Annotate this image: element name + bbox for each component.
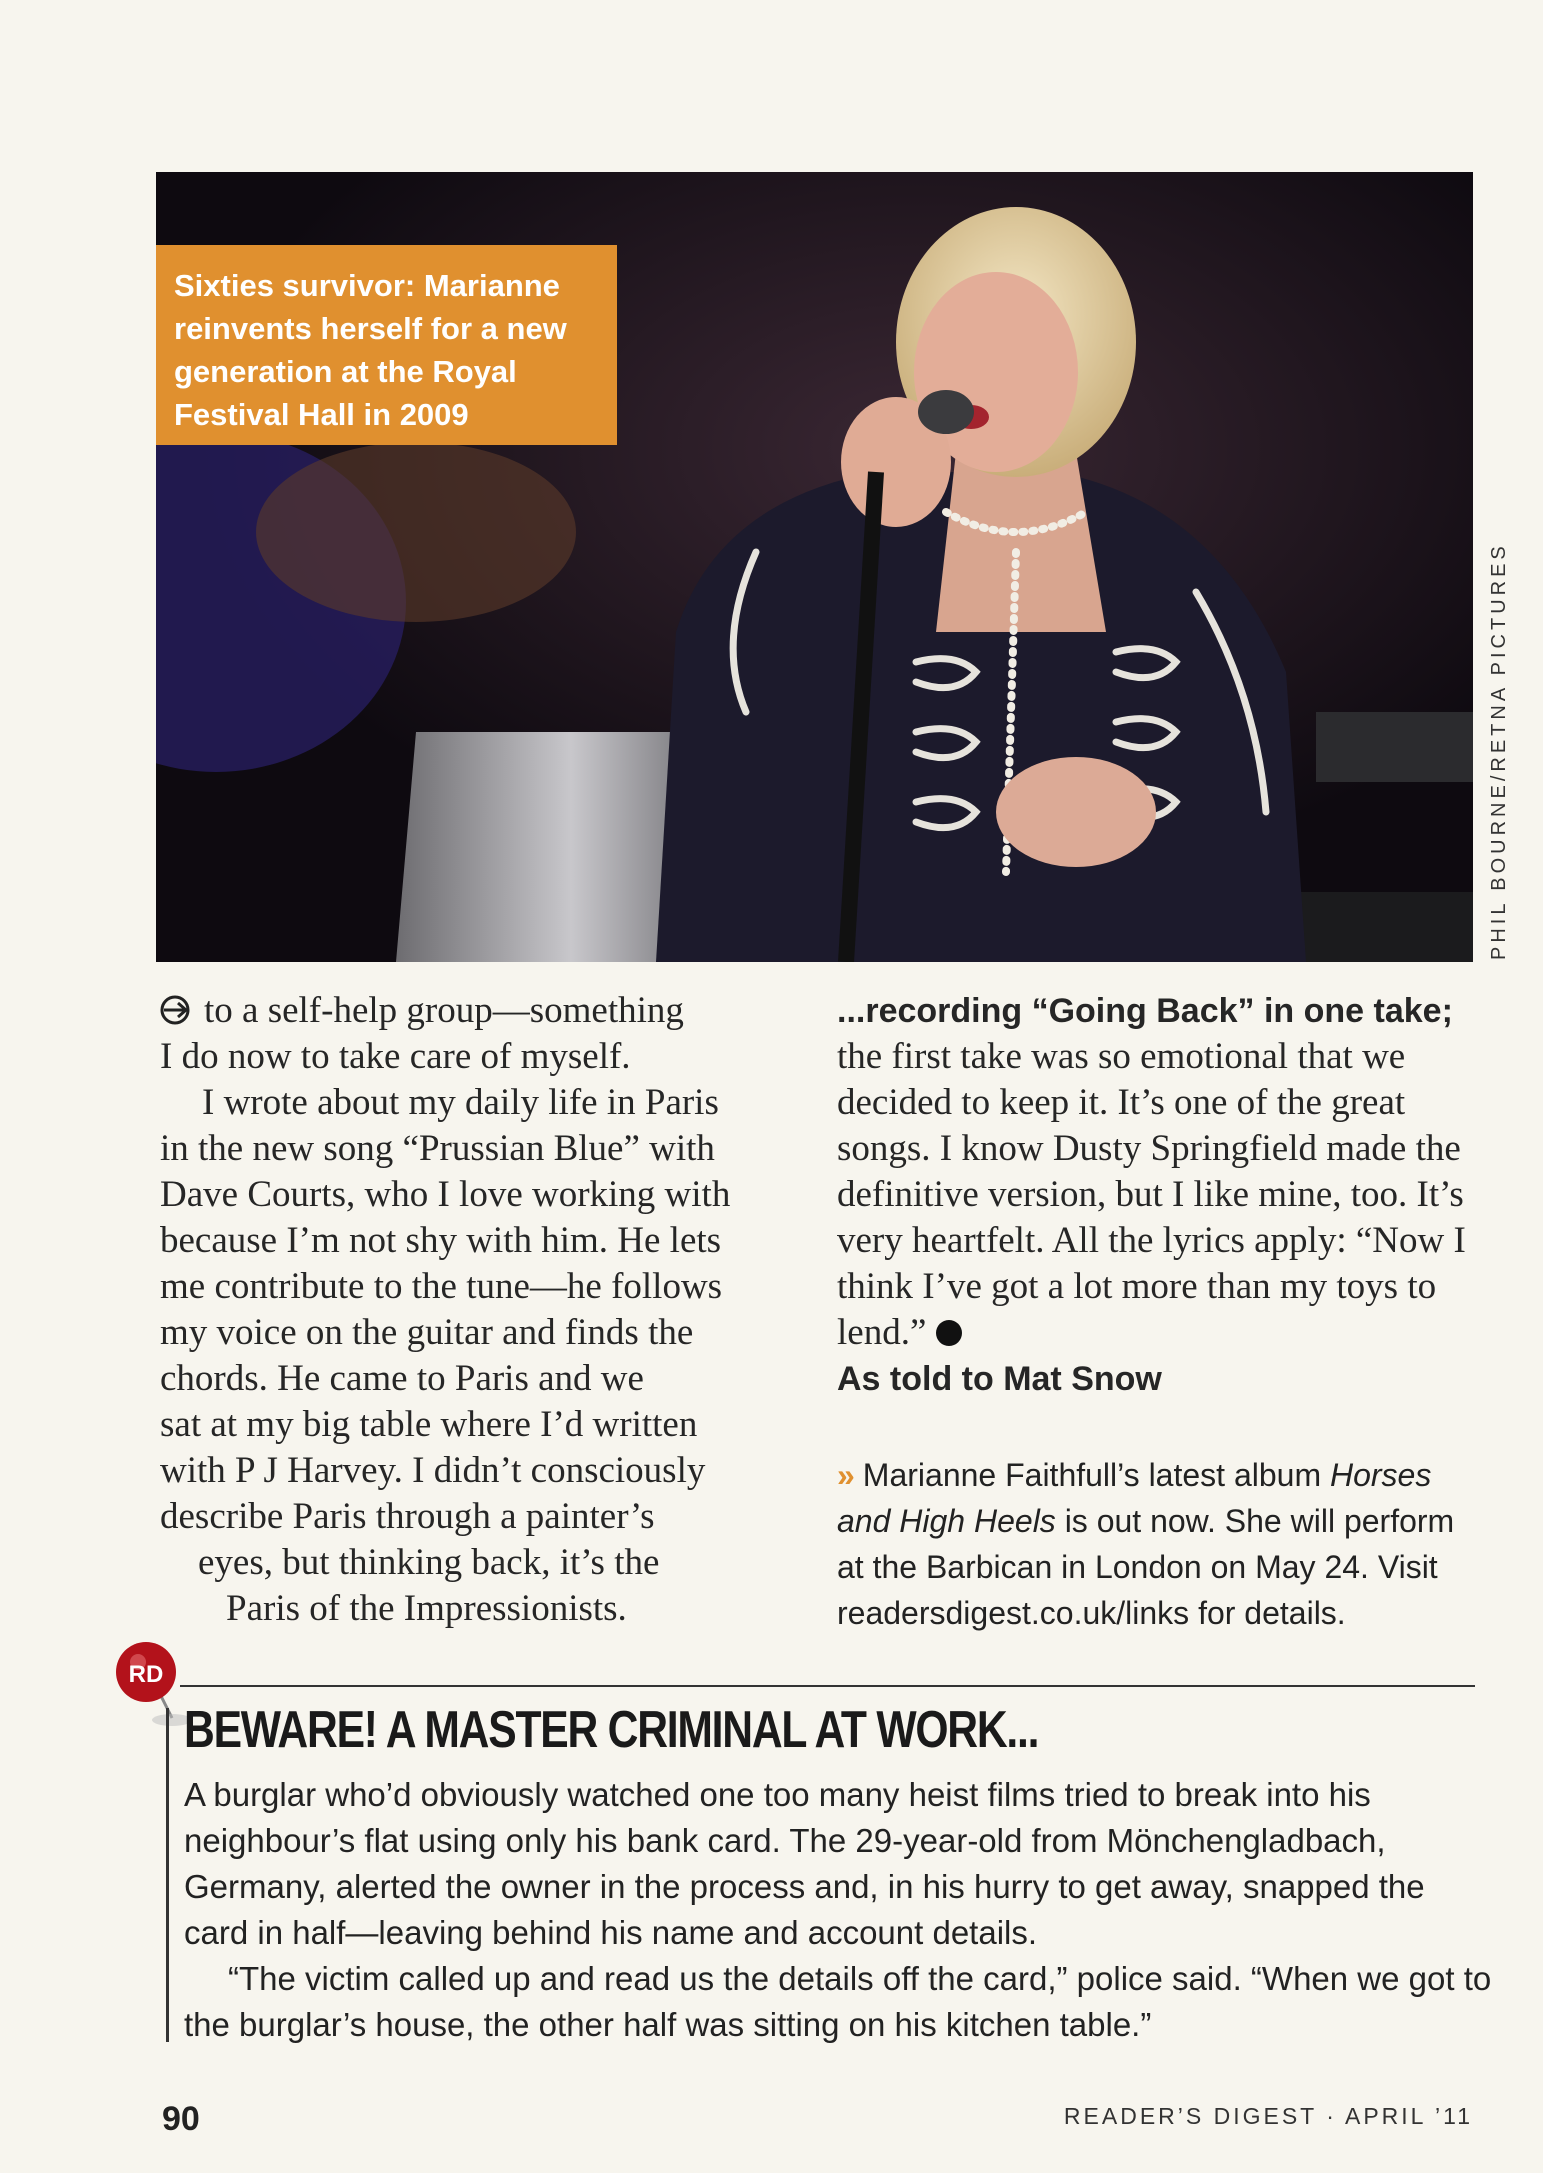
- box-paragraph: A burglar who’d obviously watched one too many heist films tried to break into his neighbour’s flat using only his bank card. The 29-year-old from Mönchengladbach, Germany, alerted the owner in the process and, in his hurry to get away, snapped the card in half—leaving behind his name and account details.: [184, 1776, 1425, 1951]
- continued-arrow-icon: [160, 995, 190, 1025]
- article-right-column: [837, 988, 1477, 1402]
- concert-photo: [156, 172, 1473, 962]
- article-line: I do now to take care of myself.: [160, 1036, 631, 1077]
- note-text: is out now. She will perform at the Barbican in London on May 24. Visit readersdigest.co.uk/links for details.: [837, 1503, 1455, 1631]
- article-line: me contribute to the tune—he follows: [160, 1266, 723, 1307]
- article-right-paragraph: [837, 1034, 1477, 1356]
- byline: [837, 1356, 1477, 1402]
- article-line: [160, 988, 800, 1034]
- article-line: my voice on the guitar and finds the: [160, 1312, 694, 1353]
- end-mark-icon: [936, 1320, 962, 1346]
- paragraph-text: the first take was so emotional that we decided to keep it. It’s one of the great songs. I know Dusty Springfield made the definitive version, but I like mine, too. It’s very heartfelt. All the lyrics apply: “Now I think I’ve got a lot more than my toys to lend.”: [837, 1036, 1466, 1353]
- note-text: Marianne Faithfull’s latest album: [862, 1457, 1330, 1493]
- running-footer: READER’S DIGEST · APRIL ’11: [1063, 2103, 1473, 2129]
- heading-text: ...recording “Going Back” in one take;: [837, 992, 1453, 1030]
- album-note: [837, 1452, 1477, 1636]
- article-line: in the new song “Prussian Blue” with: [160, 1128, 715, 1169]
- byline-text: As told to Mat Snow: [837, 1360, 1162, 1398]
- article-line: eyes, but thinking back, it’s the: [198, 1542, 660, 1583]
- article-line: because I’m not shy with him. He lets: [160, 1220, 722, 1261]
- article-line: I wrote about my daily life in Paris: [202, 1082, 719, 1123]
- article-line: Dave Courts, who I love working with: [160, 1174, 731, 1215]
- article-line: describe Paris through a painter’s: [160, 1496, 655, 1537]
- album-title: Horses and High Heels: [837, 1457, 1432, 1539]
- article-line: Paris of the Impressionists.: [226, 1588, 627, 1629]
- rd-badge-text: RD: [128, 1661, 164, 1688]
- page-number: 90: [162, 2100, 200, 2138]
- box-body: [184, 1772, 1494, 2048]
- box-paragraph: “The victim called up and read us the details off the card,” police said. “When we got to the burglar’s house, the other half was sitting on his kitchen table.”: [184, 1960, 1492, 2043]
- article-left-column: [160, 988, 800, 1632]
- box-title: BEWARE! A MASTER CRIMINAL AT WORK...: [184, 1701, 1039, 1759]
- photo-caption: Sixties survivor: Marianne reinvents herself for a new generation at the Royal Festival Hall in 2009: [156, 245, 617, 445]
- photo-credit: PHIL BOURNE/RETNA PICTURES: [1488, 542, 1510, 960]
- article-line-text: to a self-help group—something: [204, 990, 684, 1031]
- box-side-rule: [166, 1708, 169, 2042]
- box-top-rule: [180, 1685, 1475, 1687]
- article-line: chords. He came to Paris and we: [160, 1358, 644, 1399]
- article-line: with P J Harvey. I didn’t consciously: [160, 1450, 706, 1491]
- article-line: sat at my big table where I’d written: [160, 1404, 698, 1445]
- article-right-heading: [837, 988, 1477, 1034]
- chevron-icon: »: [837, 1457, 855, 1493]
